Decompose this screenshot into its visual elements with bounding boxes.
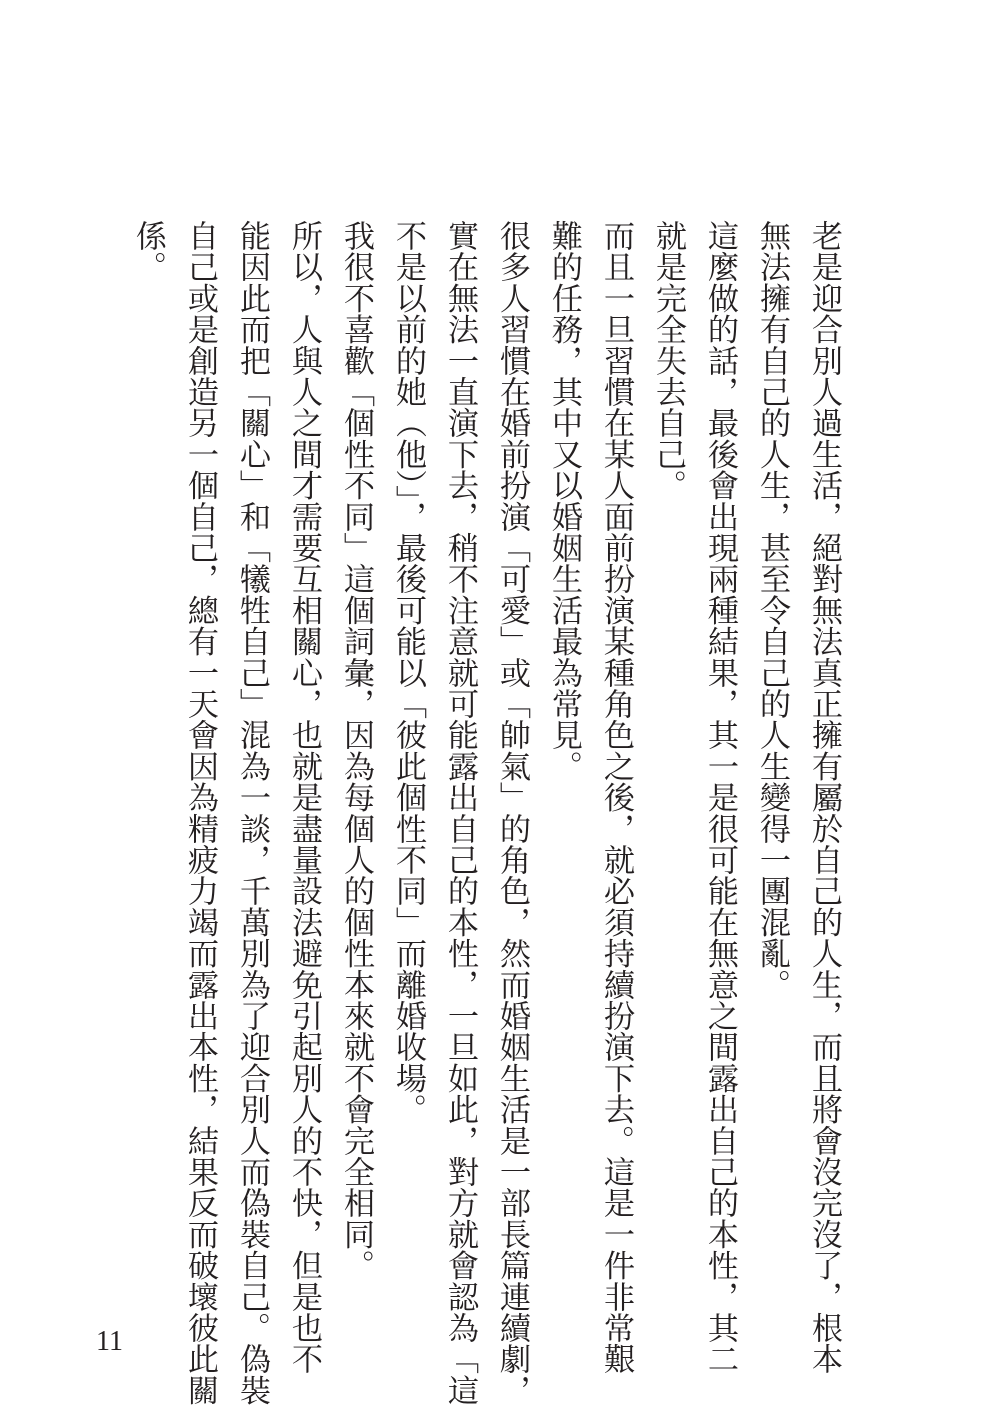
text-column-14: 係。 xyxy=(130,220,166,283)
text-column-9: 不是以前的她（他）」，最後可能以「彼此個性不同」而離婚收場。 xyxy=(390,220,426,1125)
text-column-3: 這麼做的話，最後會出現兩種結果，其一是很可能在無意之間露出自己的本性，其二 xyxy=(702,220,738,1375)
text-column-1: 老是迎合別人過生活，絕對無法真正擁有屬於自己的人生，而且將會沒完沒了，根本 xyxy=(806,220,842,1375)
text-column-11: 所以，人與人之間才需要互相關心，也就是盡量設法避免引起別人的不快，但是也不 xyxy=(286,220,322,1375)
text-column-5: 而且一旦習慣在某人面前扮演某種角色之後，就必須持續扮演下去。這是一件非常艱 xyxy=(598,220,634,1375)
text-column-12: 能因此而把「關心」和「犧牲自己」混為一談，千萬別為了迎合別人而偽裝自己。偽裝 xyxy=(234,220,270,1406)
text-column-8: 實在無法一直演下去，稍不注意就可能露出自己的本性，一旦如此，對方就會認為「這 xyxy=(442,220,478,1406)
page-number: 11 xyxy=(96,1326,123,1357)
text-column-6: 難的任務，其中又以婚姻生活最為常見。 xyxy=(546,220,582,782)
text-column-2: 無法擁有自己的人生，甚至令自己的人生變得一團混亂。 xyxy=(754,220,790,1000)
text-column-7: 很多人習慣在婚前扮演「可愛」或「帥氣」的角色，然而婚姻生活是一部長篇連續劇， xyxy=(494,220,530,1406)
text-column-10: 我很不喜歡「個性不同」這個詞彙，因為每個人的個性本來就不會完全相同。 xyxy=(338,220,374,1281)
text-column-4: 就是完全失去自己。 xyxy=(650,220,686,501)
text-column-13: 自己或是創造另一個自己，總有一天會因為精疲力竭而露出本性，結果反而破壞彼此關 xyxy=(182,220,218,1406)
